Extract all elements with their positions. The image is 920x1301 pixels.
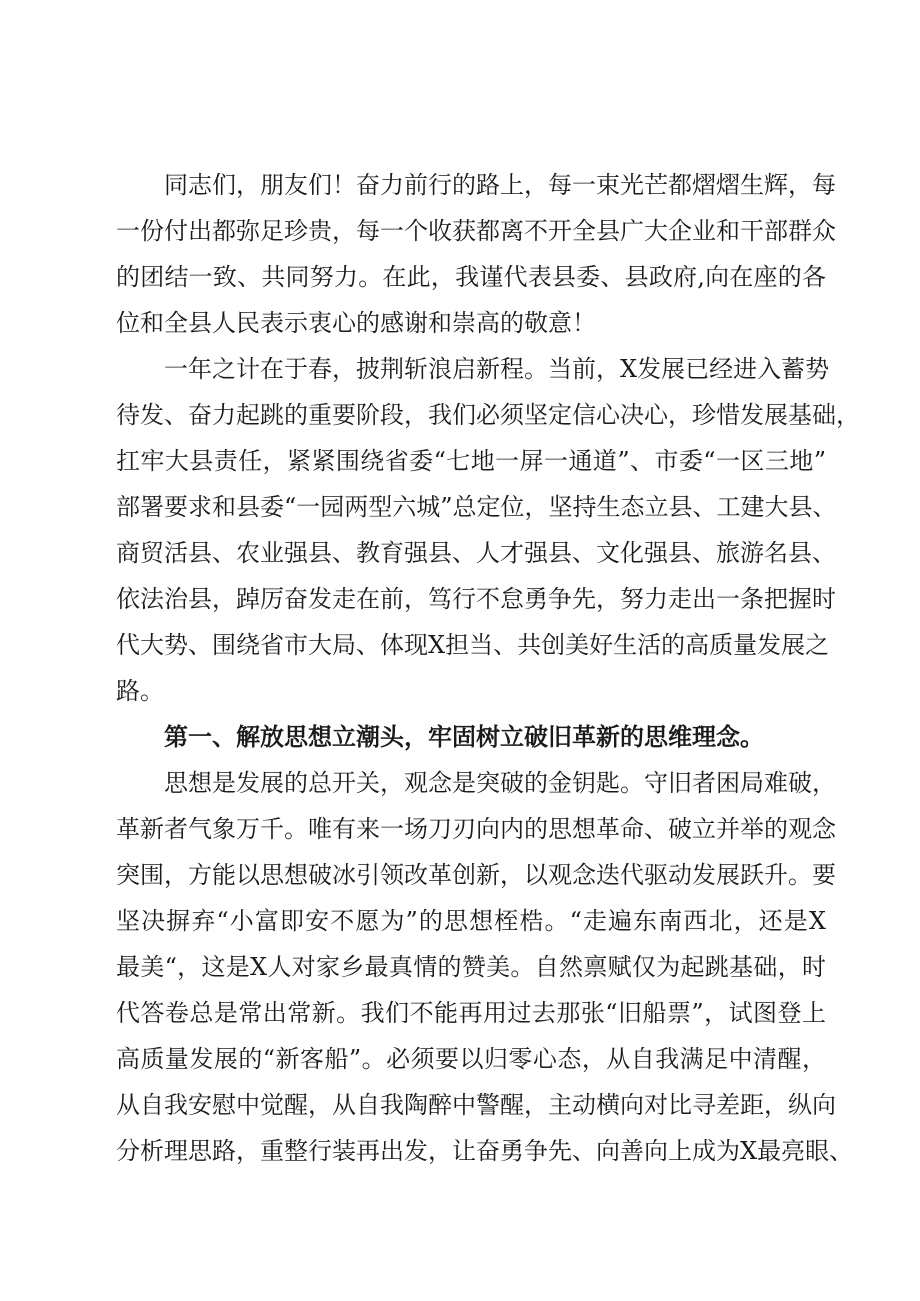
- section-heading: 第一、解放思想立潮头，牢固树立破旧革新的思维理念。: [164, 722, 764, 751]
- paragraph-3-line-2: 革新者气象万千。唯有来一场刀刃向内的思想革命、破立并举的观念: [116, 815, 836, 843]
- paragraph-2-line-1: 一年之计在于春，披荆斩浪启新程。当前，X发展已经进入蓄势: [164, 355, 830, 383]
- paragraph-3-line-5: 最美“，这是X人对家乡最真情的赞美。自然禀赋仅为起跳基础，时: [116, 953, 826, 981]
- paragraph-2-line-3: 扛牢大县责任，紧紧围绕省委“七地一屏一通道”、市委“一区三地”: [116, 447, 826, 475]
- paragraph-1-line-3: 的团结一致、共同努力。在此，我谨代表县委、县政府,向在座的各: [116, 263, 826, 291]
- paragraph-3-line-4: 坚决摒弃“小富即安不愿为”的思想桎梏。“走遍东南西北，还是X: [116, 907, 826, 935]
- paragraph-2-line-5: 商贸活县、农业强县、教育强县、人才强县、文化强县、旅游名县、: [116, 539, 836, 567]
- paragraph-2-line-6: 依法治县，踔厉奋发走在前，笃行不怠勇争先，努力走出一条把握时: [116, 585, 836, 613]
- paragraph-2-line-7: 代大势、围绕省市大局、体现X担当、共创美好生活的高质量发展之: [116, 631, 830, 659]
- paragraph-1-line-4: 位和全县人民表示衷心的感谢和崇高的敬意！: [116, 309, 596, 337]
- paragraph-2-line-8: 路。: [116, 677, 164, 705]
- paragraph-3-line-6: 代答卷总是常出常新。我们不能再用过去那张“旧船票”，试图登上: [116, 999, 826, 1027]
- paragraph-3-line-7: 高质量发展的“新客船”。必须要以归零心态，从自我满足中清醒，: [116, 1045, 826, 1073]
- paragraph-3-line-1: 思想是发展的总开关，观念是突破的金钥匙。守旧者困局难破，: [164, 769, 836, 797]
- paragraph-1-line-1: 同志们，朋友们！奋力前行的路上，每一束光芒都熠熠生辉，每: [164, 171, 836, 199]
- paragraph-3-line-9: 分析理思路，重整行装再出发，让奋勇争先、向善向上成为X最亮眼、: [116, 1137, 854, 1165]
- paragraph-3-line-8: 从自我安慰中觉醒，从自我陶醉中警醒，主动横向对比寻差距，纵向: [116, 1091, 836, 1119]
- paragraph-3-line-3: 突围，方能以思想破冰引领改革创新，以观念迭代驱动发展跃升。要: [116, 861, 836, 889]
- paragraph-2-line-2: 待发、奋力起跳的重要阶段，我们必须坚定信心决心，珍惜发展基础，: [116, 401, 860, 429]
- paragraph-1-line-2: 一份付出都弥足珍贵，每一个收获都离不开全县广大企业和干部群众: [116, 217, 836, 245]
- paragraph-2-line-4: 部署要求和县委“一园两型六城”总定位，坚持生态立县、工建大县、: [116, 493, 837, 521]
